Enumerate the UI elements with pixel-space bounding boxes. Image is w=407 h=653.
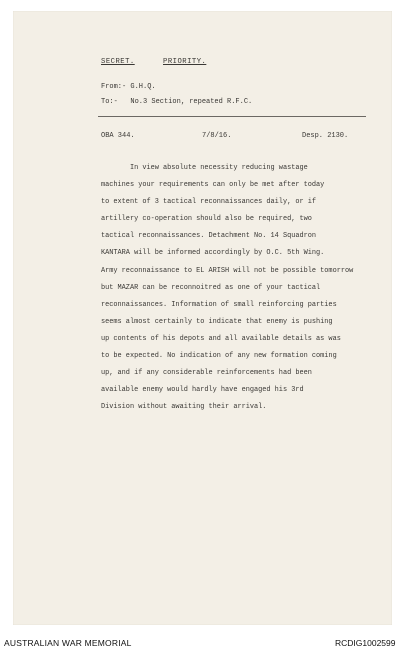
body-line: KANTARA will be informed accordingly by O.C. 5th Wing. <box>101 249 325 258</box>
body-line: Army reconnaissance to EL ARISH will not be possible tomorrow <box>101 266 354 275</box>
to-line: To:- No.3 Section, repeated R.F.C. <box>101 98 253 106</box>
body-line: available enemy would hardly have engaged his 3rd <box>101 386 304 395</box>
body-line: reconnaissances. Information of small reinforcing parties <box>101 300 337 309</box>
body-line: up contents of his depots and all available details as was <box>101 334 341 343</box>
body-line: machines your requirements can only be met after today <box>101 181 325 190</box>
secret-marking: SECRET. <box>101 58 135 66</box>
institution-credit: AUSTRALIAN WAR MEMORIAL <box>4 638 132 648</box>
body-line: to extent of 3 tactical reconnaissances daily, or if <box>101 198 317 207</box>
despatch-time: Desp. 2130. <box>302 132 349 140</box>
body-line: to be expected. No indication of any new formation coming <box>101 352 337 361</box>
body-line: In view absolute necessity reducing wastage <box>101 164 308 172</box>
message-date: 7/8/16. <box>202 132 232 140</box>
body-line: tactical reconnaissances. Detachment No. 14 Squadron <box>101 232 317 241</box>
body-line: but MAZAR can be reconnoitred as one of your tactical <box>101 283 321 292</box>
message-number: OBA 344. <box>101 132 135 140</box>
divider-rule <box>98 116 366 117</box>
from-line: From:- G.H.Q. <box>101 83 156 91</box>
body-line: seems almost certainly to indicate that enemy is pushing <box>101 317 333 326</box>
body-line: up, and if any considerable reinforcements had been <box>101 369 312 378</box>
body-line: Division without awaiting their arrival. <box>101 403 267 412</box>
record-id: RCDIG1002599 <box>335 638 396 648</box>
priority-marking: PRIORITY. <box>163 58 207 66</box>
body-line: artillery co-operation should also be required, two <box>101 215 312 224</box>
message-body <box>101 160 376 416</box>
